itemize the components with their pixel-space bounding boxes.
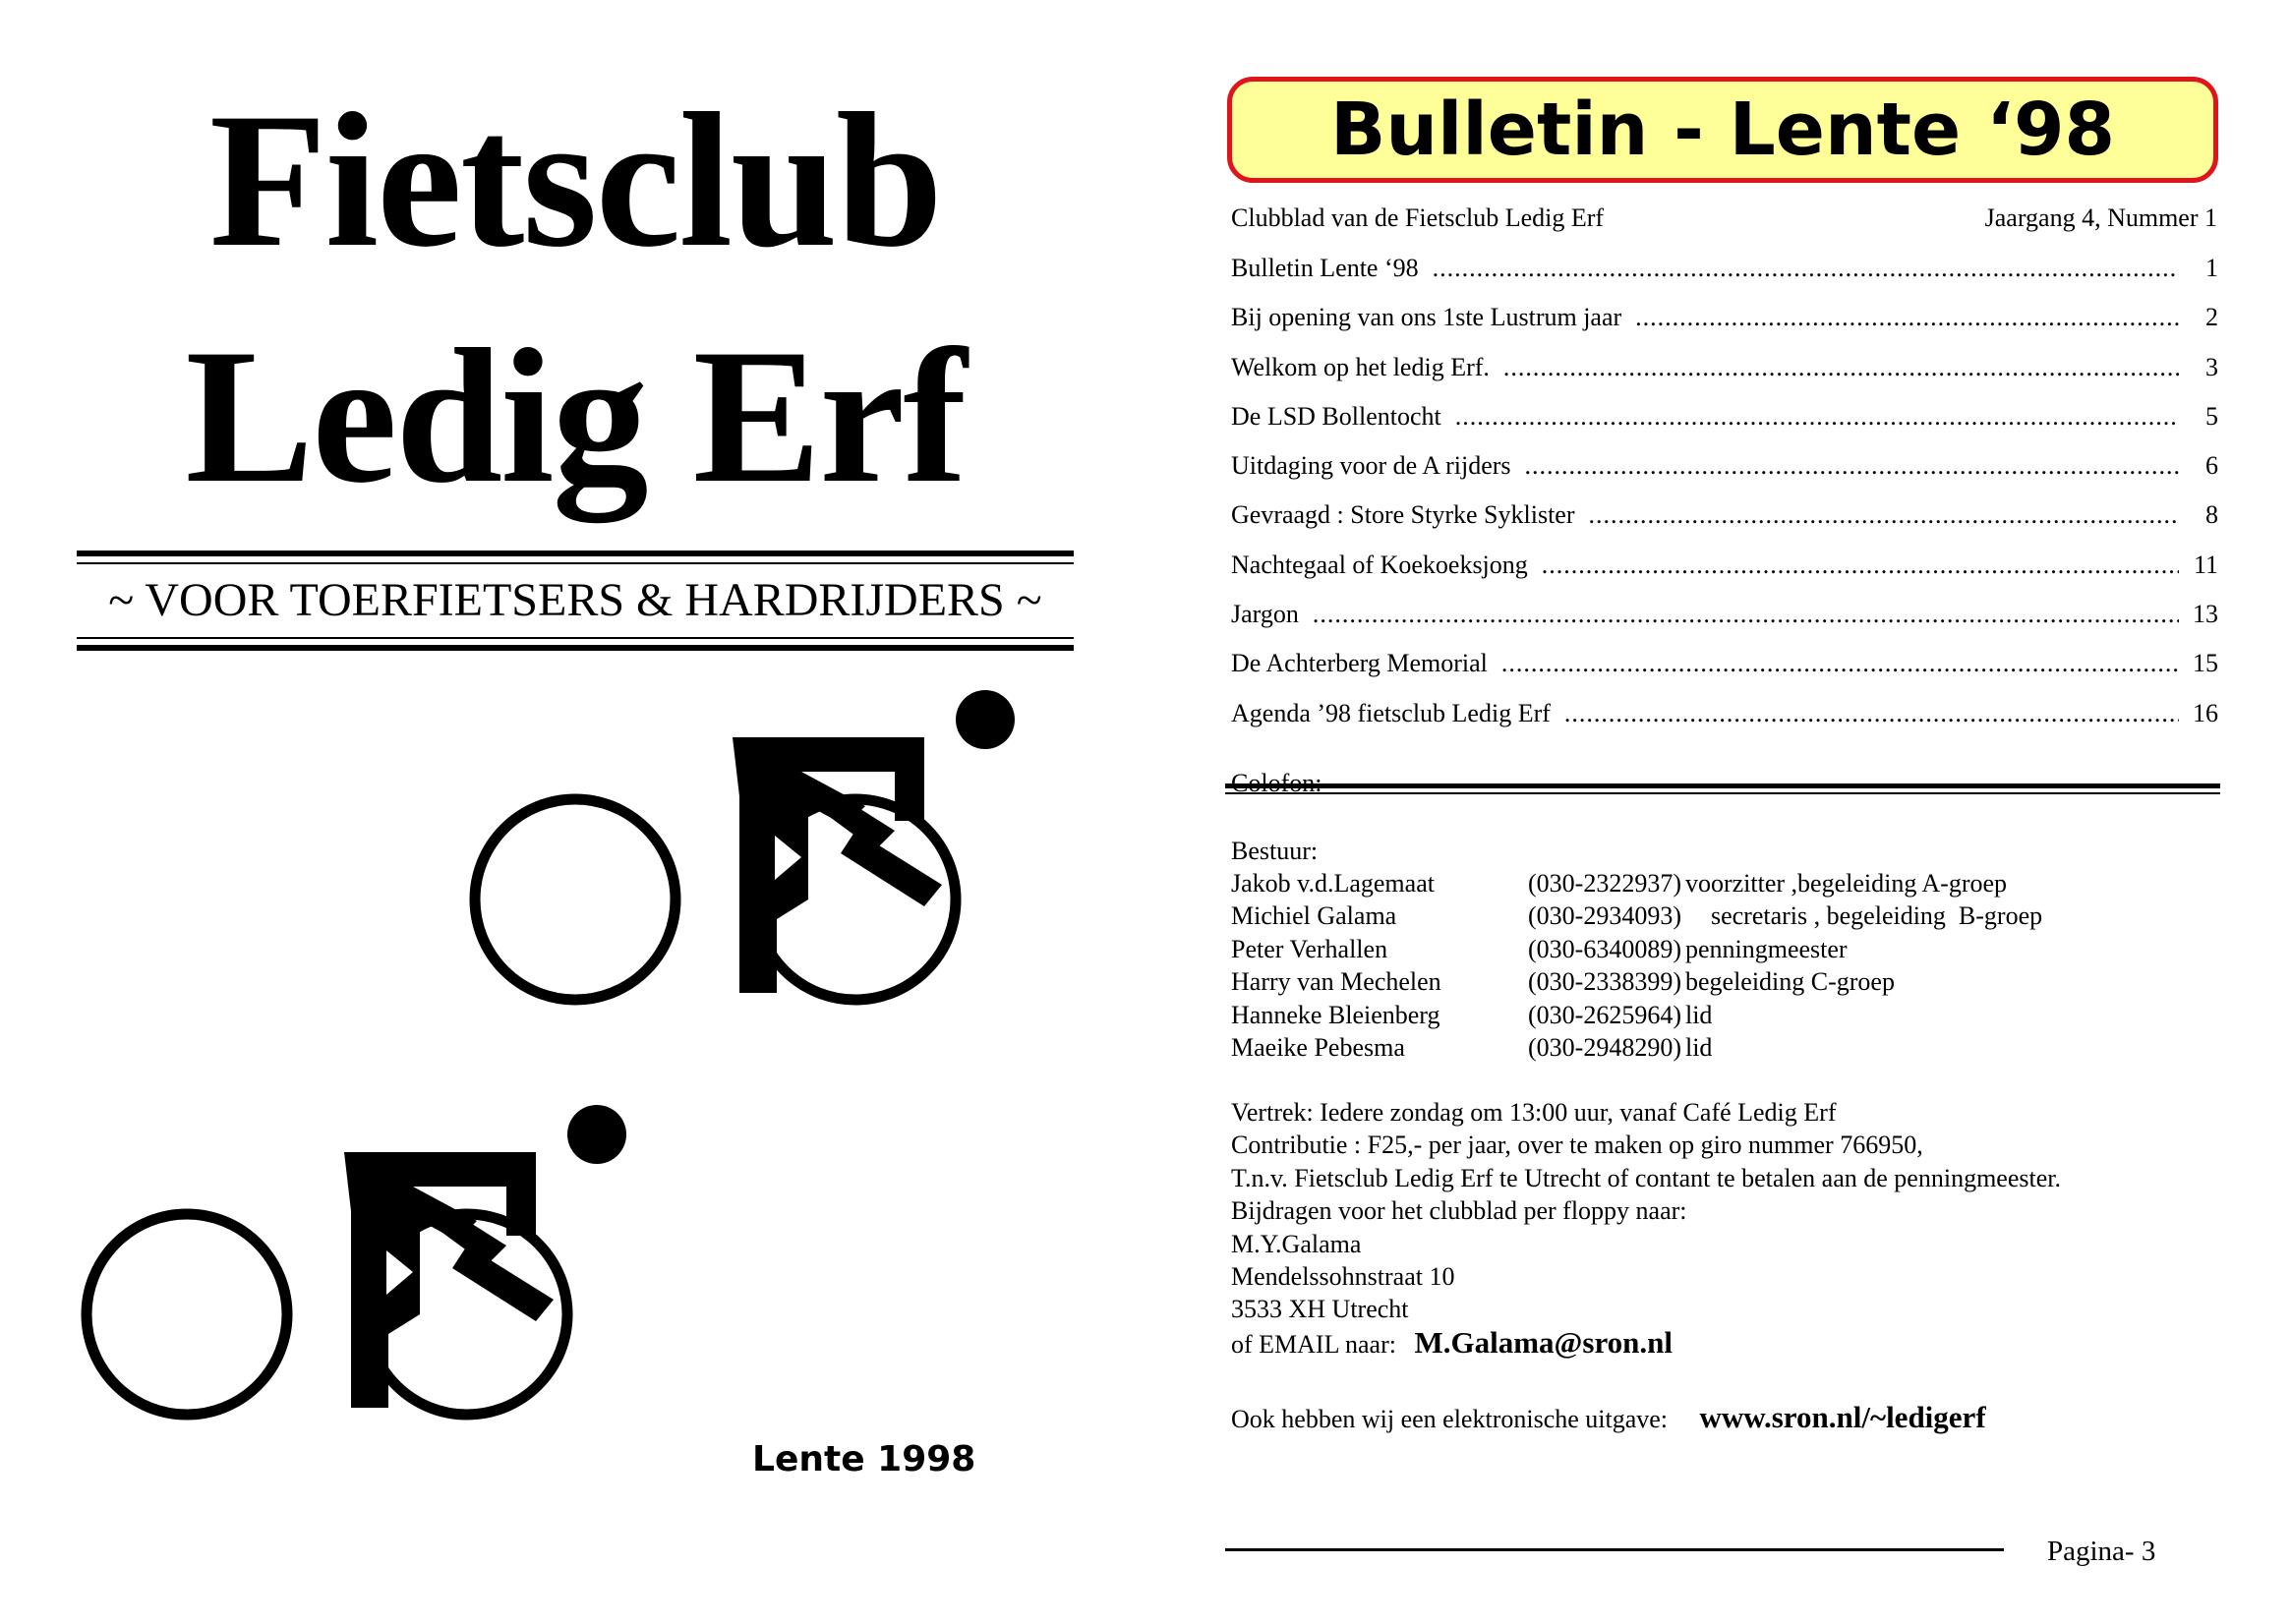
- toc-page-number: 2: [2205, 303, 2218, 332]
- toc-entry[interactable]: [1231, 402, 2218, 451]
- toc-leader: [1525, 451, 2179, 481]
- toc-entry[interactable]: [1231, 303, 2218, 352]
- divider: [77, 637, 1074, 639]
- member-phone: (030-2934093): [1528, 901, 1681, 931]
- toc-title: Gevraagd : Store Styrke Syklister: [1231, 500, 1575, 530]
- board-member: [1231, 935, 2224, 967]
- toc-entry[interactable]: [1231, 551, 2218, 600]
- toc-page-number: 6: [2205, 451, 2218, 481]
- divider: [77, 551, 1074, 556]
- member-name: Michiel Galama: [1231, 901, 1397, 931]
- member-role: penningmeester: [1684, 934, 1848, 963]
- toc-title: Bulletin Lente ‘98: [1231, 254, 1419, 282]
- address-name: M.Y.Galama: [1231, 1229, 1362, 1258]
- board-member: [1231, 901, 2224, 934]
- club-title-line1: Fietsclub: [208, 74, 942, 287]
- email-link[interactable]: M.Galama@sron.nl: [1414, 1325, 1673, 1360]
- club-info: [1231, 1098, 2224, 1328]
- board-member: [1231, 1033, 2224, 1066]
- website-link[interactable]: www.sron.nl/~ledigerf: [1699, 1400, 1986, 1434]
- divider: [1225, 792, 2220, 794]
- divider: [77, 645, 1074, 651]
- toc-leader: [1433, 254, 2179, 283]
- toc-page-number: 1: [2205, 254, 2218, 282]
- bulletin-banner: Bulletin - Lente ‘98: [1227, 77, 2218, 183]
- member-name: Harry van Mechelen: [1231, 967, 1441, 997]
- toc-title: Uitdaging voor de A rijders: [1231, 451, 1511, 481]
- footer-divider: [1225, 1548, 2004, 1551]
- toc-leader: [1542, 551, 2179, 580]
- member-role: begeleiding C-groep: [1684, 967, 1895, 997]
- email-prefix: of EMAIL naar:: [1231, 1330, 1396, 1359]
- departure-info: Vertrek: Iedere zondag om 13:00 uur, vanaf Café Ledig Erf: [1231, 1098, 1837, 1127]
- toc-leader: [1455, 402, 2179, 432]
- edition-label: Lente 1998: [752, 1439, 976, 1479]
- toc-leader: [1635, 303, 2179, 332]
- member-phone: (030-2338399): [1528, 967, 1681, 997]
- address-city: 3533 XH Utrecht: [1231, 1295, 1409, 1324]
- contributions-info: Bijdragen voor het clubblad per floppy naar:: [1231, 1196, 1687, 1226]
- board-list: [1231, 869, 2224, 1066]
- payment-info: T.n.v. Fietsclub Ledig Erf te Utrecht of contant te betalen aan de penningmeester.: [1231, 1163, 2061, 1192]
- web-line: [1231, 1400, 1986, 1435]
- toc-leader: [1503, 353, 2179, 382]
- toc-page-number: 16: [2193, 698, 2218, 727]
- member-phone: (030-2625964): [1528, 1000, 1681, 1029]
- member-name: Maeike Pebesma: [1231, 1032, 1405, 1062]
- toc-title: De LSD Bollentocht: [1231, 401, 1441, 431]
- toc-page-number: 11: [2193, 550, 2218, 579]
- board-heading: Bestuur:: [1231, 837, 1319, 865]
- cyclist-icon: [462, 678, 1072, 1062]
- email-line: [1231, 1325, 1673, 1361]
- page-number: Pagina- 3: [2047, 1536, 2156, 1567]
- member-name: Peter Verhallen: [1231, 934, 1388, 963]
- member-role: secretaris , begeleiding B-groep: [1684, 901, 2043, 931]
- divider: [1225, 783, 2220, 788]
- toc-leader: [1313, 600, 2179, 629]
- toc-page-number: 13: [2193, 600, 2218, 629]
- board-member: [1231, 967, 2224, 1000]
- board-member: [1231, 869, 2224, 901]
- member-role: voorzitter ,begeleiding A-groep: [1684, 869, 2008, 898]
- toc-title: Welkom op het ledig Erf.: [1231, 352, 1490, 381]
- cyclist-icon: [74, 1093, 683, 1477]
- board-member: [1231, 1001, 2224, 1033]
- toc-page-number: 5: [2205, 401, 2218, 431]
- publication-name: Clubblad van de Fietsclub Ledig Erf: [1231, 203, 1605, 232]
- toc-entry[interactable]: [1231, 500, 2218, 550]
- toc-title: Agenda ’98 fietsclub Ledig Erf: [1231, 698, 1551, 727]
- toc-leader: [1589, 500, 2180, 530]
- member-phone: (030-2322937): [1528, 869, 1681, 898]
- toc-entry[interactable]: [1231, 254, 2218, 303]
- toc-entry[interactable]: [1231, 353, 2218, 402]
- member-role: lid: [1684, 1000, 1713, 1029]
- toc-entry[interactable]: [1231, 600, 2218, 649]
- address-street: Mendelssohnstraat 10: [1231, 1261, 1455, 1291]
- member-name: Hanneke Bleienberg: [1231, 1000, 1440, 1029]
- contribution-info: Contributie : F25,- per jaar, over te maken op giro nummer 766950,: [1231, 1131, 1923, 1160]
- table-of-contents: [1231, 254, 2218, 748]
- toc-entry[interactable]: [1231, 649, 2218, 698]
- member-phone: (030-2948290): [1528, 1032, 1681, 1062]
- member-name: Jakob v.d.Lagemaat: [1231, 869, 1435, 898]
- member-phone: (030-6340089): [1528, 934, 1681, 963]
- toc-entry[interactable]: [1231, 451, 2218, 500]
- volume-number: Jaargang 4, Nummer 1: [1984, 203, 2217, 232]
- toc-entry[interactable]: [1231, 699, 2218, 748]
- toc-leader: [1501, 649, 2179, 678]
- toc-title: Nachtegaal of Koekoeksjong: [1231, 550, 1528, 579]
- toc-page-number: 8: [2205, 500, 2218, 530]
- toc-page-number: 3: [2205, 352, 2218, 381]
- divider: [77, 562, 1074, 564]
- toc-leader: [1564, 699, 2179, 728]
- toc-page-number: 15: [2193, 649, 2218, 678]
- web-prefix: Ook hebben wij een elektronische uitgave:: [1231, 1405, 1669, 1433]
- toc-title: De Achterberg Memorial: [1231, 649, 1488, 678]
- member-role: lid: [1684, 1032, 1713, 1062]
- club-title-line2: Ledig Erf: [185, 310, 966, 523]
- toc-title: Jargon: [1231, 600, 1299, 629]
- toc-title: Bij opening van ons 1ste Lustrum jaar: [1231, 303, 1622, 332]
- club-subtitle: ~ VOOR TOERFIETSERS & HARDRIJDERS ~: [108, 574, 1042, 626]
